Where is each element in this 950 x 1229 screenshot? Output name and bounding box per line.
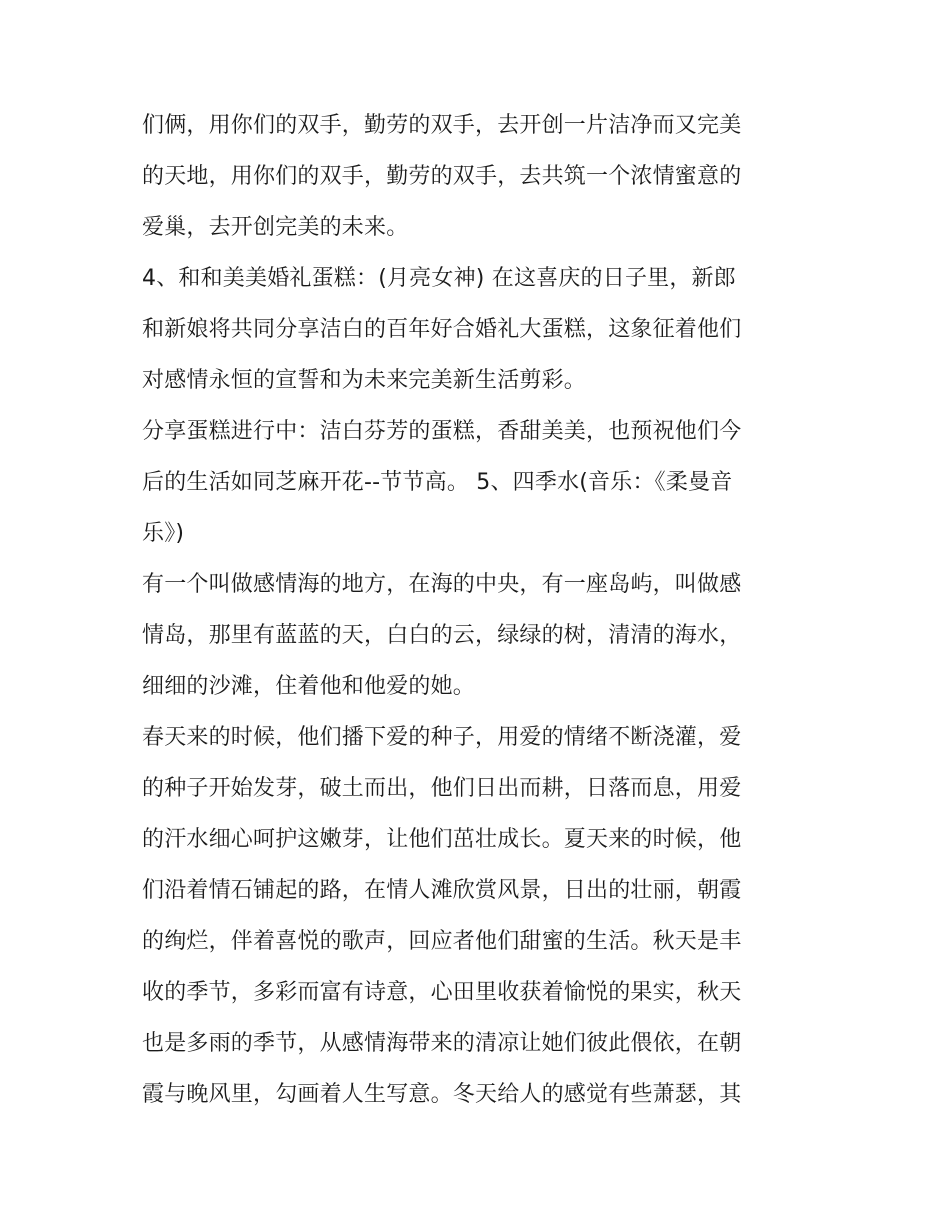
text-line: 的绚烂，伴着喜悦的歌声，回应者他们甜蜜的生活。秋天是丰 xyxy=(142,929,742,954)
text-line: 乐》) xyxy=(142,521,185,546)
paragraph-4 xyxy=(142,559,822,712)
text-line: 收的季节，多彩而富有诗意，心田里收获着愉悦的果实，秋天 xyxy=(142,980,742,1005)
text-line: 春天来的时候，他们播下爱的种子，用爱的情绪不断浇灌，爱 xyxy=(142,725,742,750)
text-line: 也是多雨的季节，从感情海带来的清凉让她们彼此偎依，在朝 xyxy=(142,1031,742,1056)
paragraph-5 xyxy=(142,712,822,1120)
text-line: 后的生活如同芝麻开花--节节高。 5、四季水(音乐：《柔曼音 xyxy=(142,470,733,495)
text-line: 爱巢，去开创完美的未来。 xyxy=(142,215,409,240)
text-line: 霞与晚风里，勾画着人生写意。冬天给人的感觉有些萧瑟，其 xyxy=(142,1082,742,1107)
text-line: 4、和和美美婚礼蛋糕：(月亮女神) 在这喜庆的日子里，新郎 xyxy=(142,266,736,291)
text-line: 们俩，用你们的双手，勤劳的双手，去开创一片洁净而又完美 xyxy=(142,113,742,138)
text-line: 的种子开始发芽，破土而出，他们日出而耕，日落而息，用爱 xyxy=(142,776,742,801)
paragraph-2 xyxy=(142,253,822,406)
body-text xyxy=(142,100,822,1120)
text-line: 分享蛋糕进行中：洁白芬芳的蛋糕，香甜美美，也预祝他们今 xyxy=(142,419,742,444)
text-line: 的汗水细心呵护这嫩芽，让他们茁壮成长。夏天来的时候，他 xyxy=(142,827,742,852)
text-line: 细细的沙滩，住着他和他爱的她。 xyxy=(142,674,476,699)
paragraph-1 xyxy=(142,100,822,253)
paragraph-3 xyxy=(142,406,822,559)
text-line: 情岛，那里有蓝蓝的天，白白的云，绿绿的树，清清的海水， xyxy=(142,623,742,648)
text-line: 有一个叫做感情海的地方，在海的中央，有一座岛屿，叫做感 xyxy=(142,572,742,597)
text-line: 和新娘将共同分享洁白的百年好合婚礼大蛋糕，这象征着他们 xyxy=(142,317,742,342)
text-line: 们沿着情石铺起的路，在情人滩欣赏风景，日出的壮丽，朝霞 xyxy=(142,878,742,903)
text-line: 的天地，用你们的双手，勤劳的双手，去共筑一个浓情蜜意的 xyxy=(142,164,742,189)
text-line: 对感情永恒的宣誓和为未来完美新生活剪彩。 xyxy=(142,368,587,393)
